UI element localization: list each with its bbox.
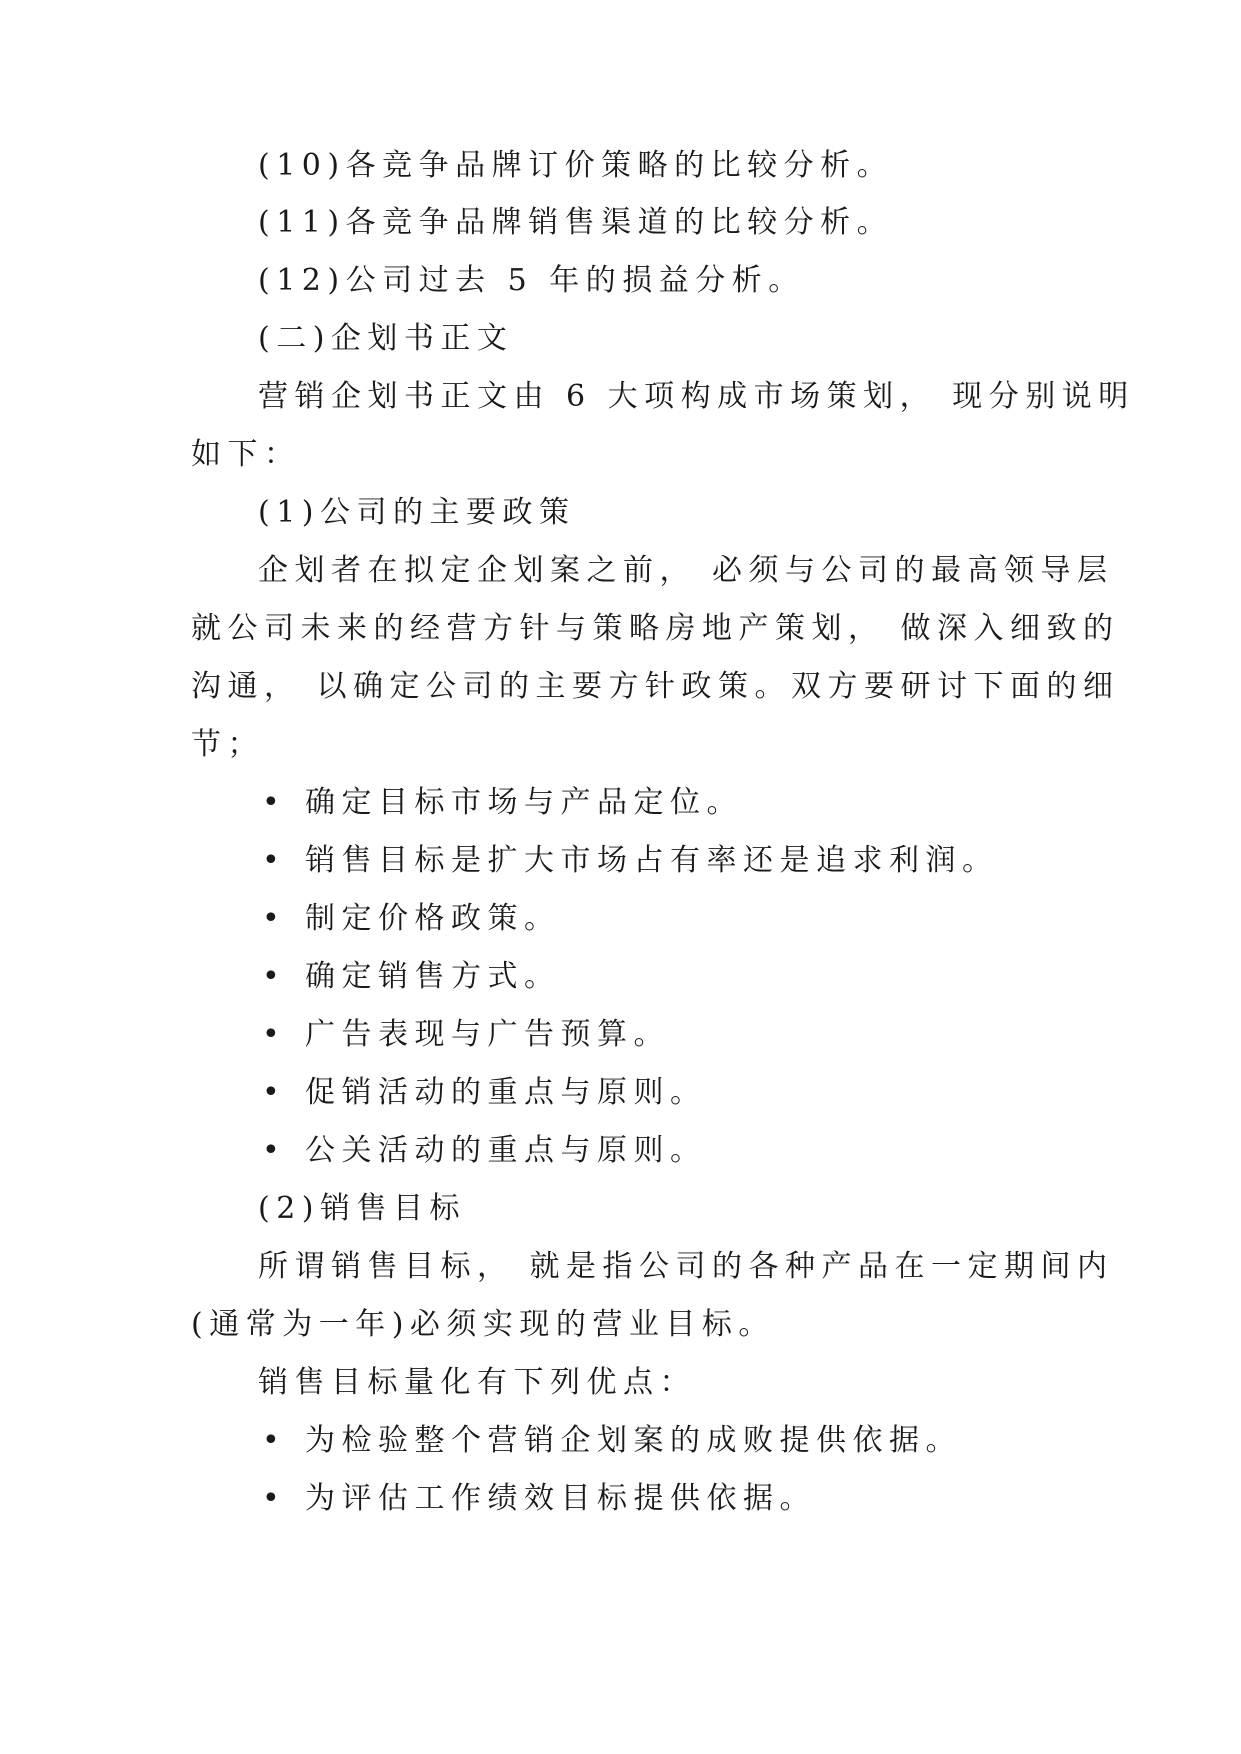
list-item: 促销活动的重点与原则。 <box>305 1075 707 1110</box>
paragraph-line: 企划者在拟定企划案之前， 必须与公司的最高领导层 <box>258 553 1114 588</box>
paragraph-line: 营销企划书正文由 6 大项构成市场策划， 现分别说明 <box>258 379 1135 414</box>
bullet-marker: • <box>262 901 280 936</box>
paragraph-line: 沟通， 以确定公司的主要方针政策。双方要研讨下面的细 <box>191 669 1120 704</box>
bullet-marker: • <box>262 1423 280 1458</box>
subsection-heading: (2)销售目标 <box>258 1191 466 1226</box>
bullet-marker: • <box>262 843 280 878</box>
subsection-heading: (1)公司的主要政策 <box>258 495 576 530</box>
paragraph-line: 就公司未来的经营方针与策略房地产策划， 做深入细致的 <box>191 611 1120 646</box>
bullet-marker: • <box>262 785 280 820</box>
paragraph-line: (12)公司过去 5 年的损益分析。 <box>258 263 805 298</box>
paragraph-line: (通常为一年)必须实现的营业目标。 <box>191 1307 775 1342</box>
paragraph-line: 所谓销售目标， 就是指公司的各种产品在一定期间内 <box>258 1249 1114 1284</box>
list-item: 为检验整个营销企划案的成败提供依据。 <box>305 1423 962 1458</box>
list-item: 为评估工作绩效目标提供依据。 <box>305 1481 816 1516</box>
list-item: 制定价格政策。 <box>305 901 561 936</box>
list-item: 确定销售方式。 <box>305 959 561 994</box>
paragraph-line: 如下： <box>191 437 301 472</box>
bullet-marker: • <box>262 959 280 994</box>
bullet-marker: • <box>262 1017 280 1052</box>
paragraph-line: 销售目标量化有下列优点： <box>258 1365 696 1400</box>
list-item: 广告表现与广告预算。 <box>305 1017 670 1052</box>
paragraph-line: (11)各竞争品牌销售渠道的比较分析。 <box>258 205 894 240</box>
paragraph-line: 节； <box>191 727 264 762</box>
list-item: 确定目标市场与产品定位。 <box>305 785 743 820</box>
section-heading: (二)企划书正文 <box>258 321 514 356</box>
paragraph-line: (10)各竞争品牌订价策略的比较分析。 <box>258 148 894 183</box>
bullet-marker: • <box>262 1481 280 1516</box>
bullet-marker: • <box>262 1133 280 1168</box>
bullet-marker: • <box>262 1075 280 1110</box>
list-item: 销售目标是扩大市场占有率还是追求利润。 <box>305 843 999 878</box>
list-item: 公关活动的重点与原则。 <box>305 1133 707 1168</box>
